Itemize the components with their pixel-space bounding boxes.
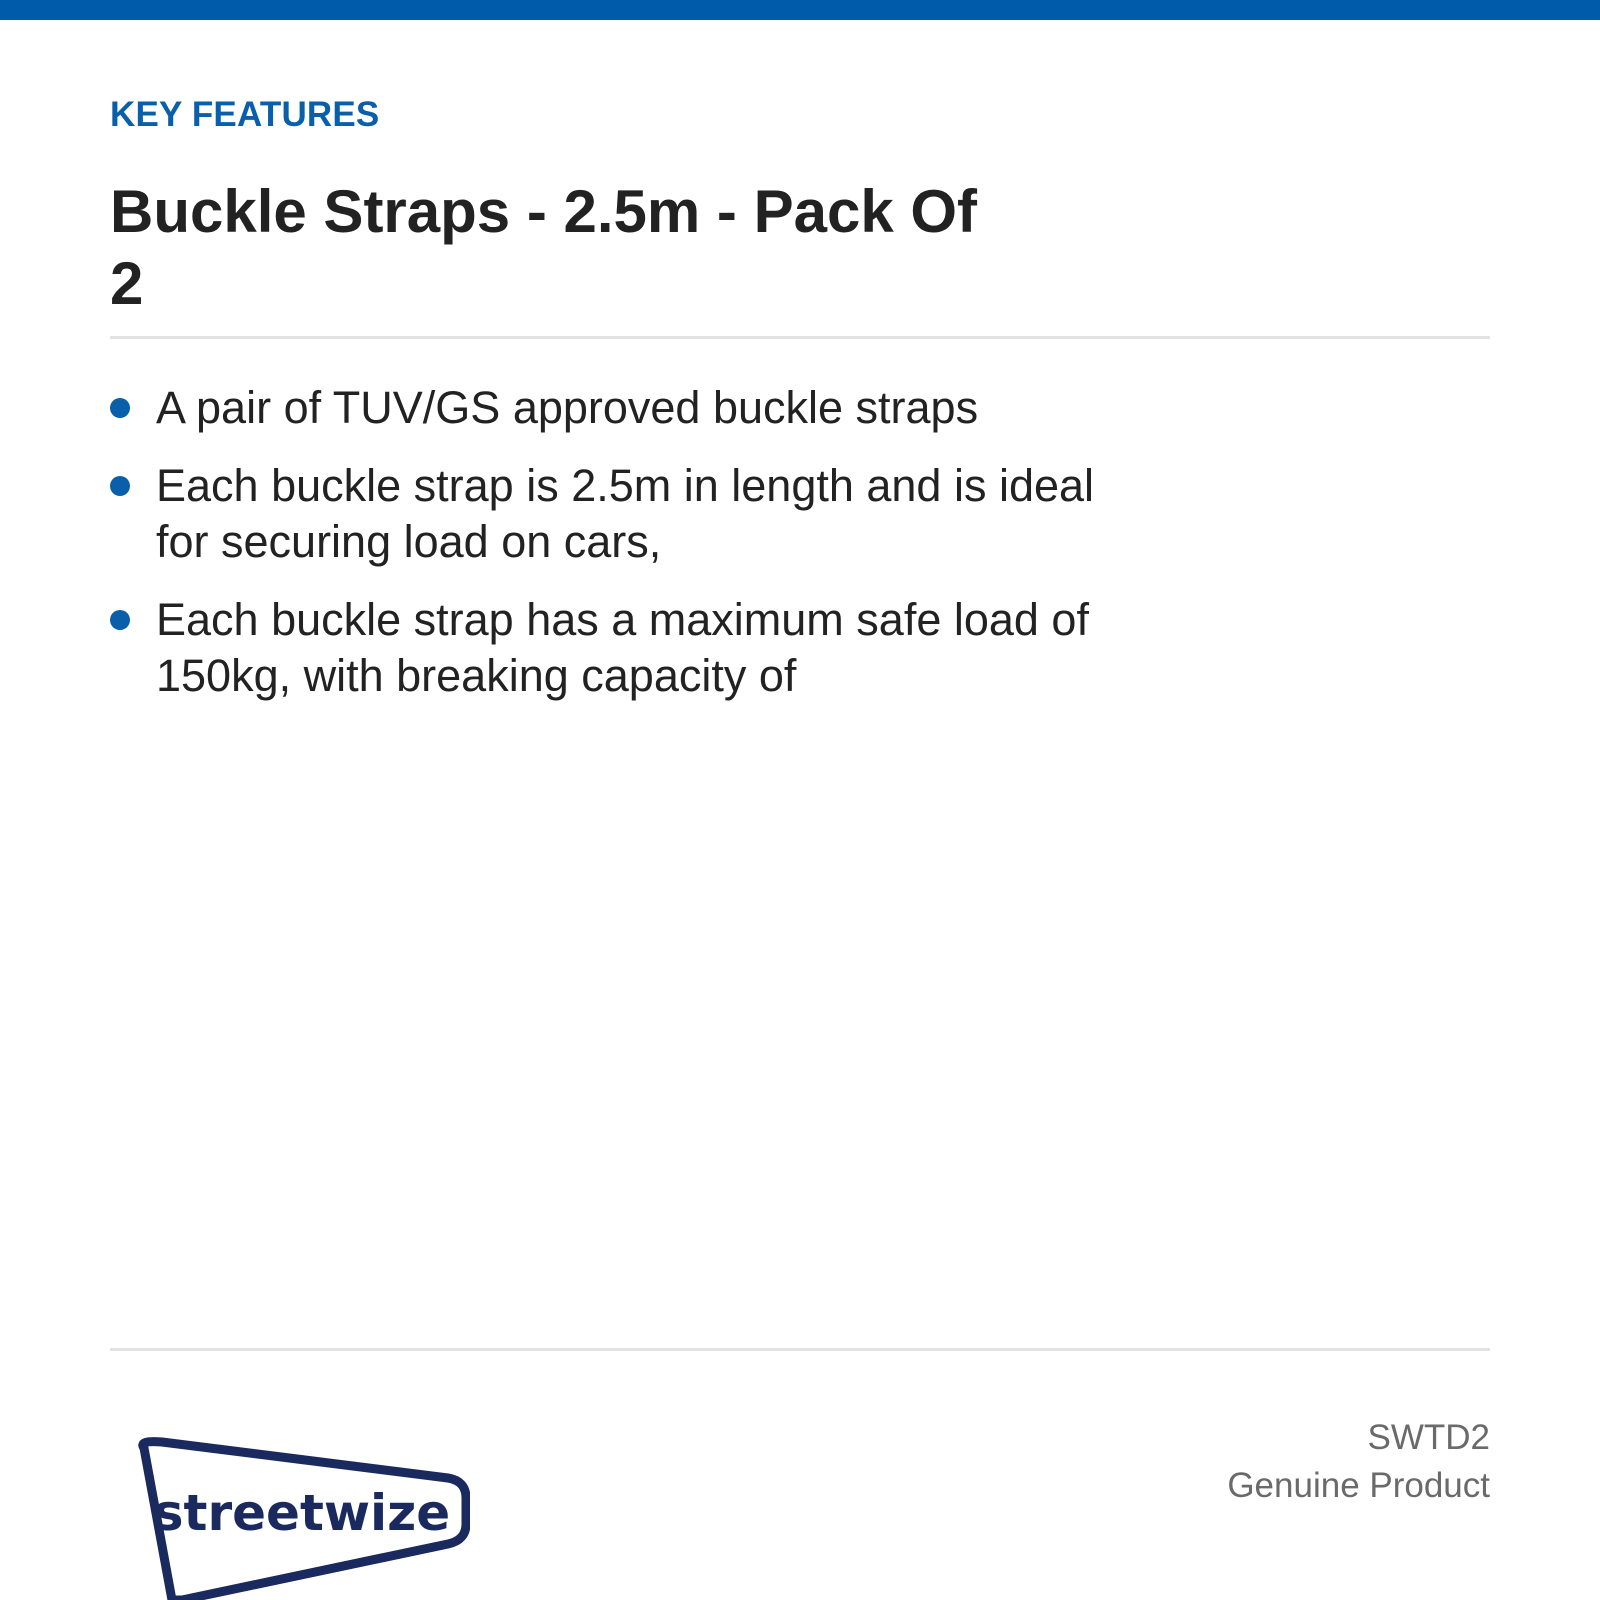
feature-item <box>110 458 1110 570</box>
feature-item <box>110 592 1110 704</box>
bullet-icon <box>110 398 130 418</box>
footer-divider <box>110 1348 1490 1351</box>
product-title: Buckle Straps - 2.5m - Pack Of 2 <box>110 178 978 317</box>
feature-text: Each buckle strap has a maximum safe load of 150kg, with breaking capacity of <box>156 594 1089 701</box>
title-divider <box>110 336 1490 339</box>
section-label: KEY FEATURES <box>110 95 380 134</box>
bullet-icon <box>110 610 130 630</box>
streetwize-logo <box>130 1432 470 1600</box>
product-meta <box>1227 1414 1490 1510</box>
product-code: SWTD2 <box>1367 1418 1490 1457</box>
top-accent-bar <box>0 0 1600 20</box>
genuine-product-label: Genuine Product <box>1227 1466 1490 1505</box>
bullet-icon <box>110 476 130 496</box>
feature-item <box>110 380 1110 436</box>
feature-text: Each buckle strap is 2.5m in length and is ideal for securing load on cars, <box>156 460 1095 567</box>
feature-text: A pair of TUV/GS approved buckle straps <box>156 382 979 433</box>
logo-text: streetwize <box>153 1484 451 1542</box>
feature-list <box>110 380 1110 726</box>
